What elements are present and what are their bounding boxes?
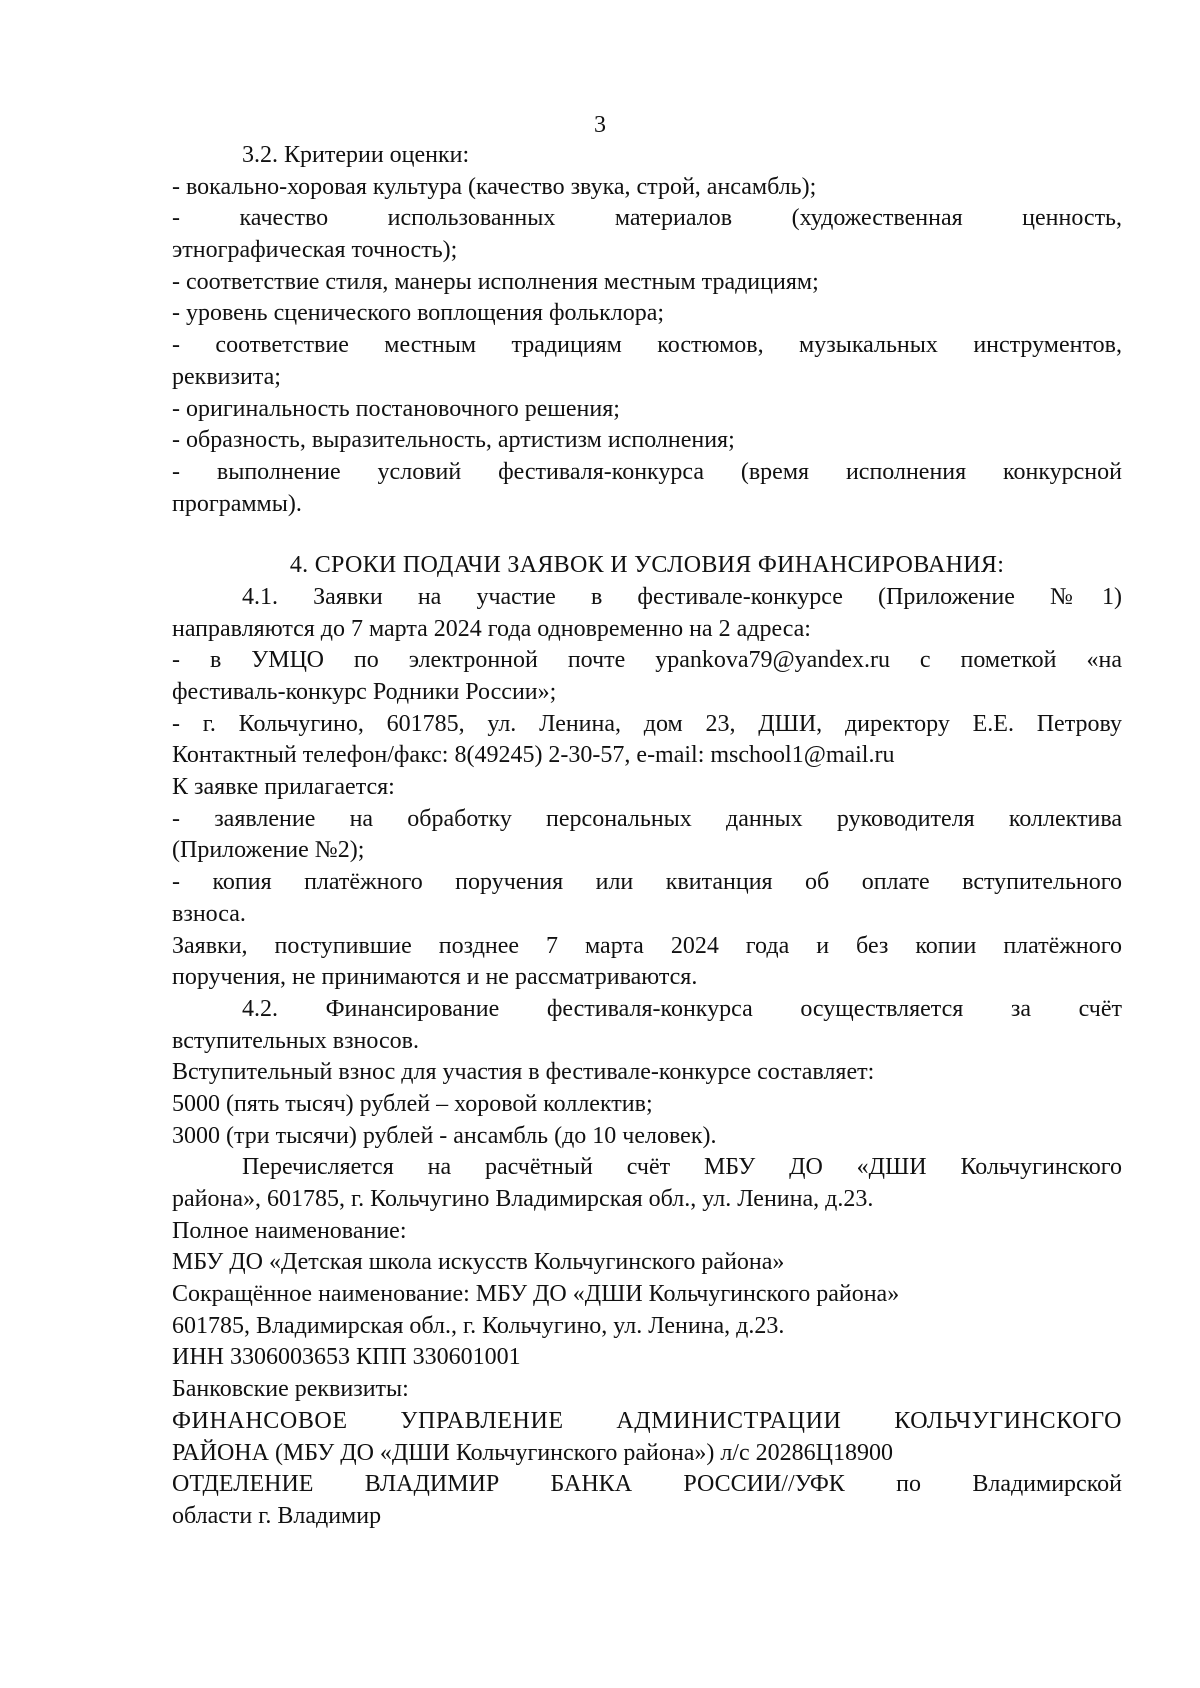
section-4-line: взноса. xyxy=(172,900,246,927)
section-4-line: Сокращённое наименование: МБУ ДО «ДШИ Кольчугинского района» xyxy=(172,1281,900,1308)
section-3-2-heading: 3.2. Критерии оценки: xyxy=(242,142,470,168)
section-4-line: вступительных взносов. xyxy=(172,1027,419,1054)
section-4-line: 601785, Владимирская обл., г. Кольчугино, ул. Ленина, д.23. xyxy=(172,1312,785,1339)
section-4-line: Перечисляется на расчётный счёт МБУ ДО «ДШИ Кольчугинского xyxy=(242,1154,1122,1181)
section-gap xyxy=(172,520,1122,550)
criteria-line: - образность, выразительность, артистизм исполнения; xyxy=(172,427,735,454)
section-4-line: 3000 (три тысячи) рублей - ансамбль (до 10 человек). xyxy=(172,1122,717,1149)
document-body xyxy=(172,140,1122,1533)
section-4-line: Полное наименование: xyxy=(172,1217,407,1244)
section-4-heading: 4. СРОКИ ПОДАЧИ ЗАЯВОК И УСЛОВИЯ ФИНАНСИРОВАНИЯ: xyxy=(289,552,1005,579)
page-number: 3 xyxy=(594,112,606,138)
section-4-line: - в УМЦО по электронной почте ypankova79@yandex.ru с пометкой «на xyxy=(172,647,1122,674)
criteria-line: - уровень сценического воплощения фольклора; xyxy=(172,300,665,327)
section-4-line: Заявки, поступившие позднее 7 марта 2024 года и без копии платёжного xyxy=(172,932,1122,959)
section-4-line: Контактный телефон/факс: 8(49245) 2-30-57, e-mail: mschool1@mail.ru xyxy=(172,742,895,769)
section-4-line: 4.1. Заявки на участие в фестивале-конкурсе (Приложение №1) xyxy=(242,583,1122,610)
criteria-line: - оригинальность постановочного решения; xyxy=(172,395,620,422)
criteria-line: - выполнение условий фестиваля-конкурса (время исполнения конкурсной xyxy=(172,458,1122,485)
section-4-line: - заявление на обработку персональных данных руководителя коллектива xyxy=(172,805,1122,832)
section-4-line: направляются до 7 марта 2024 года одновременно на 2 адреса: xyxy=(172,615,811,642)
criteria-line: - качество использованных материалов (художественная ценность, xyxy=(172,205,1122,232)
section-4-line: 4.2. Финансирование фестиваля-конкурса осуществляется за счёт xyxy=(242,995,1122,1022)
criteria-line: реквизита; xyxy=(172,363,281,390)
section-4-line: ИНН 3306003653 КПП 330601001 xyxy=(172,1344,521,1371)
section-4-line: ФИНАНСОВОЕ УПРАВЛЕНИЕ АДМИНИСТРАЦИИ КОЛЬЧУГИНСКОГО xyxy=(172,1407,1122,1434)
criteria-line: этнографическая точность); xyxy=(172,237,458,264)
section-4-line: Вступительный взнос для участия в фестивале-конкурсе составляет: xyxy=(172,1059,875,1086)
criteria-line: программы). xyxy=(172,490,302,517)
section-4-line: 5000 (пять тысяч) рублей – хоровой коллектив; xyxy=(172,1090,653,1117)
criteria-line: - вокально-хоровая культура (качество звука, строй, ансамбль); xyxy=(172,173,817,200)
section-4-line: - г. Кольчугино, 601785, ул. Ленина, дом 23, ДШИ, директору Е.Е. Петрову xyxy=(172,710,1122,737)
section-4-line: Банковские реквизиты: xyxy=(172,1376,409,1403)
section-4-line: фестиваль-конкурс Родники России»; xyxy=(172,679,557,705)
criteria-line: - соответствие местным традициям костюмов, музыкальных инструментов, xyxy=(172,332,1122,359)
section-4-line: поручения, не принимаются и не рассматриваются. xyxy=(172,964,698,991)
section-4-line: РАЙОНА (МБУ ДО «ДШИ Кольчугинского района») л/с 20286Ц18900 xyxy=(172,1439,893,1466)
section-4-line: (Приложение №2); xyxy=(172,837,365,864)
section-4-line: - копия платёжного поручения или квитанция об оплате вступительного xyxy=(172,869,1122,896)
section-4-line: района», 601785, г. Кольчугино Владимирская обл., ул. Ленина, д.23. xyxy=(172,1186,874,1212)
section-4-line: К заявке прилагается: xyxy=(172,774,395,801)
criteria-line: - соответствие стиля, манеры исполнения местным традициям; xyxy=(172,268,819,295)
section-4-line: ОТДЕЛЕНИЕ ВЛАДИМИР БАНКА РОССИИ//УФК по Владимирской xyxy=(172,1471,1122,1498)
section-4-line: области г. Владимир xyxy=(172,1502,382,1529)
section-4-line: МБУ ДО «Детская школа искусств Кольчугинского района» xyxy=(172,1249,785,1276)
